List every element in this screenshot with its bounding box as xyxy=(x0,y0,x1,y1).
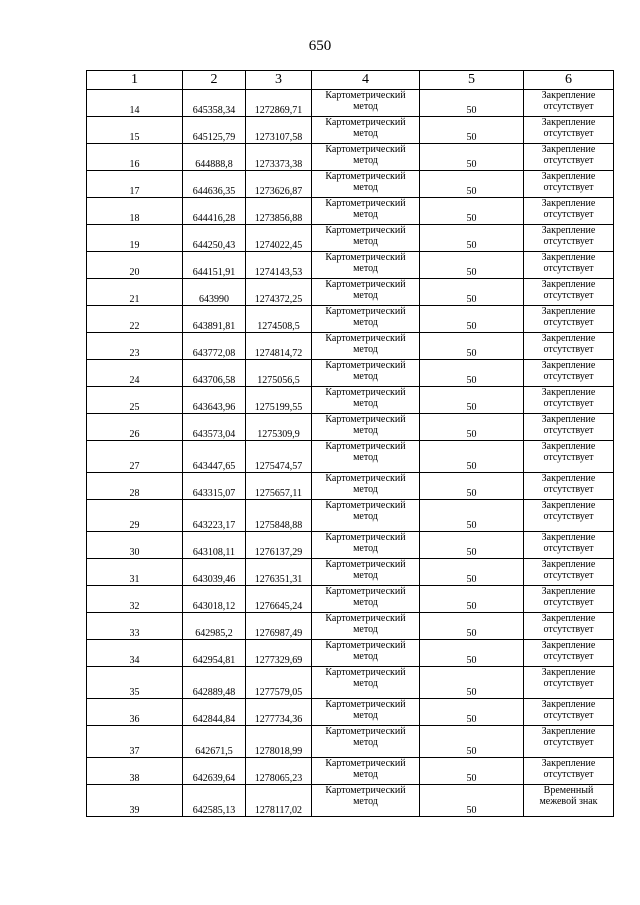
y-coordinate-cell: 1273856,88 xyxy=(246,198,312,225)
x-coordinate-cell: 643315,07 xyxy=(183,473,246,500)
y-coordinate-cell: 1277329,69 xyxy=(246,640,312,667)
x-coordinate-cell: 644416,28 xyxy=(183,198,246,225)
accuracy-cell: 50 xyxy=(420,500,524,532)
table-row xyxy=(87,699,614,726)
x-coordinate-cell: 643990 xyxy=(183,279,246,306)
fixation-cell: Закрепление отсутствует xyxy=(524,726,614,758)
method-cell: Картометрический метод xyxy=(312,333,420,360)
accuracy-cell: 50 xyxy=(420,360,524,387)
point-number-cell: 24 xyxy=(87,360,183,387)
table-row xyxy=(87,198,614,225)
accuracy-cell: 50 xyxy=(420,758,524,785)
point-number-cell: 14 xyxy=(87,90,183,117)
table-row xyxy=(87,473,614,500)
fixation-cell: Закрепление отсутствует xyxy=(524,667,614,699)
y-coordinate-cell: 1274022,45 xyxy=(246,225,312,252)
fixation-cell: Закрепление отсутствует xyxy=(524,699,614,726)
method-cell: Картометрический метод xyxy=(312,613,420,640)
method-cell: Картометрический метод xyxy=(312,144,420,171)
table-row xyxy=(87,306,614,333)
method-cell: Картометрический метод xyxy=(312,414,420,441)
fixation-cell: Закрепление отсутствует xyxy=(524,387,614,414)
x-coordinate-cell: 644888,8 xyxy=(183,144,246,171)
column-header: 5 xyxy=(420,71,524,90)
point-number-cell: 36 xyxy=(87,699,183,726)
table-row xyxy=(87,144,614,171)
table-row xyxy=(87,586,614,613)
fixation-cell: Закрепление отсутствует xyxy=(524,333,614,360)
point-number-cell: 15 xyxy=(87,117,183,144)
y-coordinate-cell: 1275056,5 xyxy=(246,360,312,387)
accuracy-cell: 50 xyxy=(420,699,524,726)
column-header: 4 xyxy=(312,71,420,90)
fixation-cell: Закрепление отсутствует xyxy=(524,586,614,613)
y-coordinate-cell: 1277579,05 xyxy=(246,667,312,699)
point-number-cell: 18 xyxy=(87,198,183,225)
fixation-cell: Закрепление отсутствует xyxy=(524,414,614,441)
x-coordinate-cell: 643223,17 xyxy=(183,500,246,532)
method-cell: Картометрический метод xyxy=(312,532,420,559)
x-coordinate-cell: 642889,48 xyxy=(183,667,246,699)
table-row xyxy=(87,532,614,559)
x-coordinate-cell: 642585,13 xyxy=(183,785,246,817)
fixation-cell: Закрепление отсутствует xyxy=(524,532,614,559)
x-coordinate-cell: 642985,2 xyxy=(183,613,246,640)
accuracy-cell: 50 xyxy=(420,613,524,640)
point-number-cell: 35 xyxy=(87,667,183,699)
accuracy-cell: 50 xyxy=(420,144,524,171)
x-coordinate-cell: 644250,43 xyxy=(183,225,246,252)
x-coordinate-cell: 643573,04 xyxy=(183,414,246,441)
point-number-cell: 21 xyxy=(87,279,183,306)
accuracy-cell: 50 xyxy=(420,252,524,279)
x-coordinate-cell: 643447,65 xyxy=(183,441,246,473)
table-row xyxy=(87,758,614,785)
x-coordinate-cell: 643772,08 xyxy=(183,333,246,360)
fixation-cell: Закрепление отсутствует xyxy=(524,171,614,198)
table-header-row xyxy=(87,71,614,90)
point-number-cell: 39 xyxy=(87,785,183,817)
method-cell: Картометрический метод xyxy=(312,306,420,333)
x-coordinate-cell: 642844,84 xyxy=(183,699,246,726)
accuracy-cell: 50 xyxy=(420,414,524,441)
y-coordinate-cell: 1274508,5 xyxy=(246,306,312,333)
fixation-cell: Закрепление отсутствует xyxy=(524,144,614,171)
y-coordinate-cell: 1273373,38 xyxy=(246,144,312,171)
fixation-cell: Закрепление отсутствует xyxy=(524,252,614,279)
table-row xyxy=(87,640,614,667)
method-cell: Картометрический метод xyxy=(312,279,420,306)
table-row xyxy=(87,225,614,252)
point-number-cell: 16 xyxy=(87,144,183,171)
point-number-cell: 32 xyxy=(87,586,183,613)
method-cell: Картометрический метод xyxy=(312,640,420,667)
accuracy-cell: 50 xyxy=(420,785,524,817)
method-cell: Картометрический метод xyxy=(312,387,420,414)
method-cell: Картометрический метод xyxy=(312,171,420,198)
y-coordinate-cell: 1276645,24 xyxy=(246,586,312,613)
accuracy-cell: 50 xyxy=(420,171,524,198)
method-cell: Картометрический метод xyxy=(312,559,420,586)
table-row xyxy=(87,333,614,360)
y-coordinate-cell: 1275848,88 xyxy=(246,500,312,532)
point-number-cell: 29 xyxy=(87,500,183,532)
table-row xyxy=(87,279,614,306)
y-coordinate-cell: 1274372,25 xyxy=(246,279,312,306)
column-header: 3 xyxy=(246,71,312,90)
y-coordinate-cell: 1274143,53 xyxy=(246,252,312,279)
table-row xyxy=(87,667,614,699)
accuracy-cell: 50 xyxy=(420,225,524,252)
x-coordinate-cell: 645358,34 xyxy=(183,90,246,117)
x-coordinate-cell: 643643,96 xyxy=(183,387,246,414)
accuracy-cell: 50 xyxy=(420,559,524,586)
accuracy-cell: 50 xyxy=(420,667,524,699)
table-row xyxy=(87,117,614,144)
fixation-cell: Закрепление отсутствует xyxy=(524,198,614,225)
point-number-cell: 22 xyxy=(87,306,183,333)
accuracy-cell: 50 xyxy=(420,117,524,144)
page-number: 650 xyxy=(308,38,332,54)
point-number-cell: 38 xyxy=(87,758,183,785)
table-row xyxy=(87,414,614,441)
accuracy-cell: 50 xyxy=(420,279,524,306)
point-number-cell: 28 xyxy=(87,473,183,500)
method-cell: Картометрический метод xyxy=(312,667,420,699)
column-header: 2 xyxy=(183,71,246,90)
table-row xyxy=(87,441,614,473)
fixation-cell: Закрепление отсутствует xyxy=(524,640,614,667)
method-cell: Картометрический метод xyxy=(312,117,420,144)
x-coordinate-cell: 644636,35 xyxy=(183,171,246,198)
x-coordinate-cell: 642639,64 xyxy=(183,758,246,785)
accuracy-cell: 50 xyxy=(420,198,524,225)
method-cell: Картометрический метод xyxy=(312,360,420,387)
table-row xyxy=(87,387,614,414)
accuracy-cell: 50 xyxy=(420,640,524,667)
y-coordinate-cell: 1276351,31 xyxy=(246,559,312,586)
fixation-cell: Закрепление отсутствует xyxy=(524,758,614,785)
method-cell: Картометрический метод xyxy=(312,758,420,785)
y-coordinate-cell: 1274814,72 xyxy=(246,333,312,360)
y-coordinate-cell: 1275657,11 xyxy=(246,473,312,500)
point-number-cell: 25 xyxy=(87,387,183,414)
method-cell: Картометрический метод xyxy=(312,726,420,758)
point-number-cell: 31 xyxy=(87,559,183,586)
table-row xyxy=(87,360,614,387)
accuracy-cell: 50 xyxy=(420,726,524,758)
coordinates-table xyxy=(86,70,614,817)
point-number-cell: 34 xyxy=(87,640,183,667)
y-coordinate-cell: 1275474,57 xyxy=(246,441,312,473)
fixation-cell: Закрепление отсутствует xyxy=(524,559,614,586)
accuracy-cell: 50 xyxy=(420,90,524,117)
x-coordinate-cell: 642954,81 xyxy=(183,640,246,667)
column-header: 1 xyxy=(87,71,183,90)
x-coordinate-cell: 643108,11 xyxy=(183,532,246,559)
point-number-cell: 17 xyxy=(87,171,183,198)
fixation-cell: Закрепление отсутствует xyxy=(524,306,614,333)
method-cell: Картометрический метод xyxy=(312,473,420,500)
y-coordinate-cell: 1275199,55 xyxy=(246,387,312,414)
table-row xyxy=(87,785,614,817)
method-cell: Картометрический метод xyxy=(312,198,420,225)
x-coordinate-cell: 642671,5 xyxy=(183,726,246,758)
point-number-cell: 30 xyxy=(87,532,183,559)
y-coordinate-cell: 1278018,99 xyxy=(246,726,312,758)
x-coordinate-cell: 644151,91 xyxy=(183,252,246,279)
y-coordinate-cell: 1273107,58 xyxy=(246,117,312,144)
x-coordinate-cell: 643706,58 xyxy=(183,360,246,387)
table-row xyxy=(87,613,614,640)
fixation-cell: Закрепление отсутствует xyxy=(524,279,614,306)
accuracy-cell: 50 xyxy=(420,306,524,333)
point-number-cell: 19 xyxy=(87,225,183,252)
point-number-cell: 37 xyxy=(87,726,183,758)
accuracy-cell: 50 xyxy=(420,586,524,613)
table-row xyxy=(87,171,614,198)
x-coordinate-cell: 643891,81 xyxy=(183,306,246,333)
point-number-cell: 23 xyxy=(87,333,183,360)
fixation-cell: Закрепление отсутствует xyxy=(524,613,614,640)
point-number-cell: 33 xyxy=(87,613,183,640)
method-cell: Картометрический метод xyxy=(312,586,420,613)
y-coordinate-cell: 1276987,49 xyxy=(246,613,312,640)
x-coordinate-cell: 643018,12 xyxy=(183,586,246,613)
fixation-cell: Закрепление отсутствует xyxy=(524,473,614,500)
method-cell: Картометрический метод xyxy=(312,225,420,252)
point-number-cell: 27 xyxy=(87,441,183,473)
accuracy-cell: 50 xyxy=(420,441,524,473)
y-coordinate-cell: 1277734,36 xyxy=(246,699,312,726)
method-cell: Картометрический метод xyxy=(312,785,420,817)
y-coordinate-cell: 1276137,29 xyxy=(246,532,312,559)
fixation-cell: Закрепление отсутствует xyxy=(524,500,614,532)
x-coordinate-cell: 645125,79 xyxy=(183,117,246,144)
y-coordinate-cell: 1272869,71 xyxy=(246,90,312,117)
accuracy-cell: 50 xyxy=(420,473,524,500)
fixation-cell: Закрепление отсутствует xyxy=(524,117,614,144)
fixation-cell: Закрепление отсутствует xyxy=(524,441,614,473)
point-number-cell: 26 xyxy=(87,414,183,441)
column-header: 6 xyxy=(524,71,614,90)
y-coordinate-cell: 1278117,02 xyxy=(246,785,312,817)
fixation-cell: Закрепление отсутствует xyxy=(524,90,614,117)
table-row xyxy=(87,252,614,279)
table-row xyxy=(87,726,614,758)
y-coordinate-cell: 1278065,23 xyxy=(246,758,312,785)
fixation-cell: Закрепление отсутствует xyxy=(524,225,614,252)
accuracy-cell: 50 xyxy=(420,333,524,360)
table-row xyxy=(87,90,614,117)
method-cell: Картометрический метод xyxy=(312,252,420,279)
y-coordinate-cell: 1273626,87 xyxy=(246,171,312,198)
method-cell: Картометрический метод xyxy=(312,441,420,473)
method-cell: Картометрический метод xyxy=(312,500,420,532)
fixation-cell: Закрепление отсутствует xyxy=(524,360,614,387)
method-cell: Картометрический метод xyxy=(312,699,420,726)
x-coordinate-cell: 643039,46 xyxy=(183,559,246,586)
accuracy-cell: 50 xyxy=(420,532,524,559)
method-cell: Картометрический метод xyxy=(312,90,420,117)
table-row xyxy=(87,500,614,532)
accuracy-cell: 50 xyxy=(420,387,524,414)
y-coordinate-cell: 1275309,9 xyxy=(246,414,312,441)
point-number-cell: 20 xyxy=(87,252,183,279)
fixation-cell: Временный межевой знак xyxy=(524,785,614,817)
table-row xyxy=(87,559,614,586)
